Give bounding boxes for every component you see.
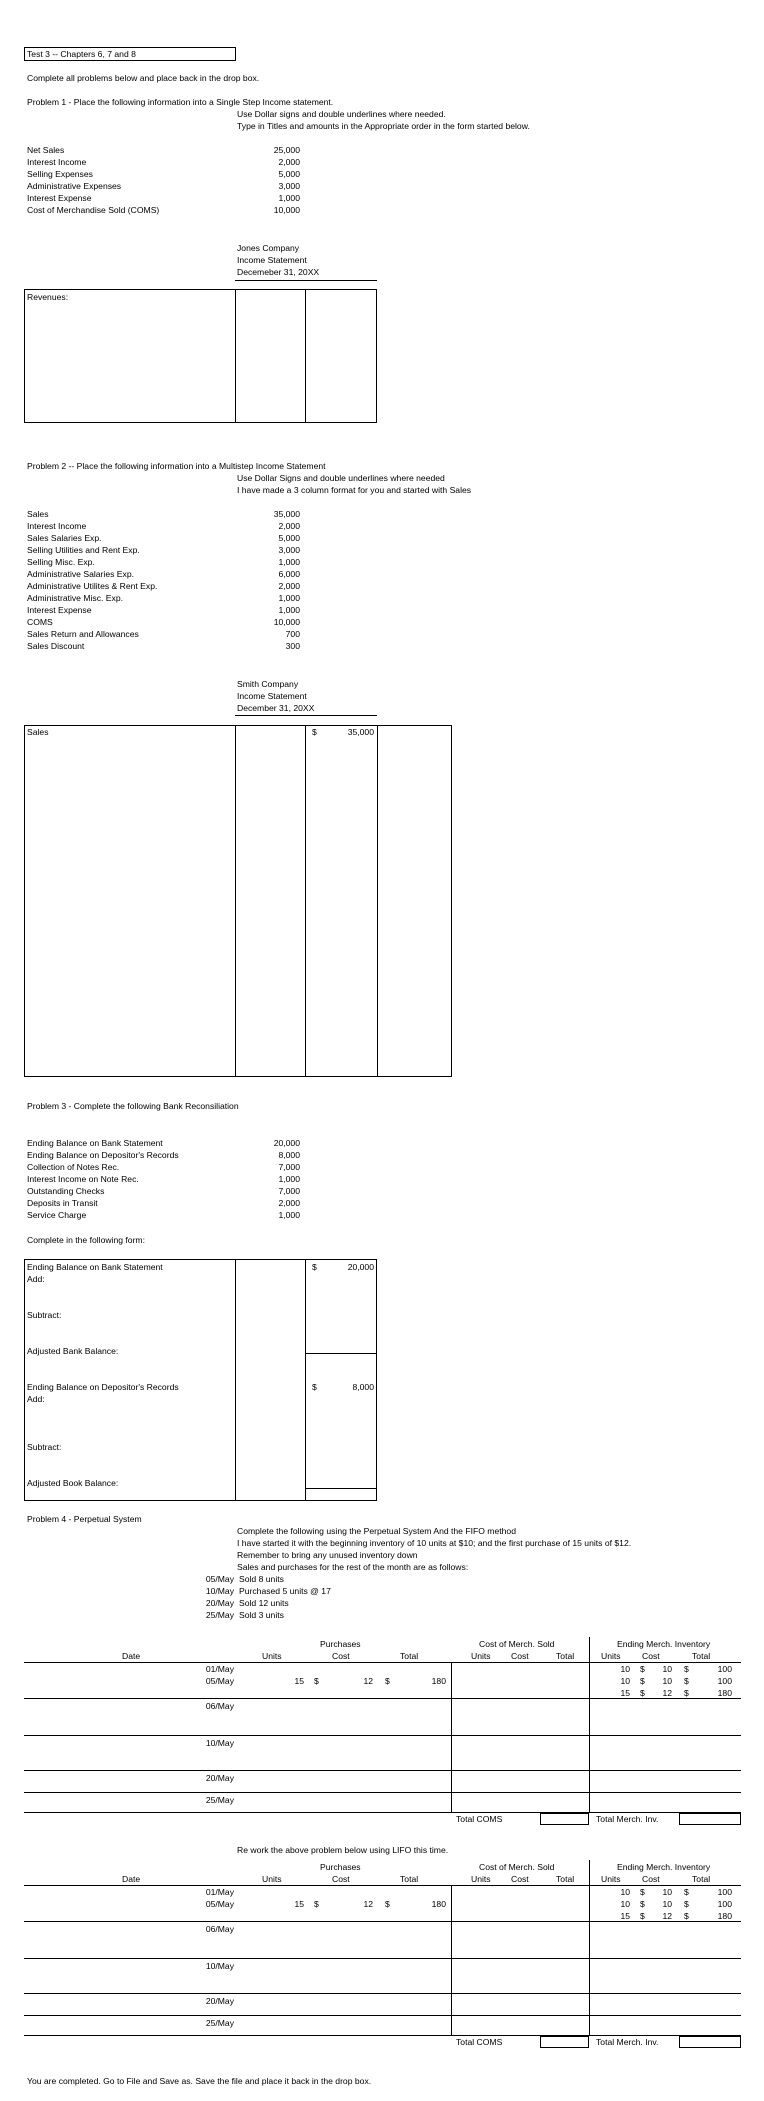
row-date: 10/May (205, 1961, 234, 1971)
data-item-value: 2,000 (278, 521, 300, 531)
purchase-total: 180 (431, 1676, 446, 1686)
data-item-label: Sales (27, 509, 49, 519)
p3-bank-section-end (305, 1353, 377, 1354)
ending-dollar: $ (640, 1899, 645, 1909)
row-date: 20/May (205, 1773, 234, 1783)
data-item-label: Sales Salaries Exp. (27, 533, 102, 543)
ending-dollar: $ (640, 1688, 645, 1698)
row-date: 20/May (205, 1996, 234, 2006)
p2-income-form[interactable] (24, 725, 452, 1077)
total-inventory-input[interactable] (679, 1813, 741, 1825)
row-date: 05/May (205, 1676, 234, 1686)
cost-header: Cost (642, 1651, 660, 1661)
p2-heading: Problem 2 -- Place the following information into a Multistep Income Statement (27, 461, 326, 471)
ending-total: 100 (717, 1899, 732, 1909)
p3-bank-dollar: $ (312, 1262, 317, 1272)
data-item-label: Administrative Misc. Exp. (27, 593, 123, 603)
units-header: Units (471, 1874, 491, 1884)
p3-bank-label: Ending Balance on Bank Statement (27, 1262, 163, 1272)
ending-cost: 10 (662, 1887, 672, 1897)
p4-instr-2: I have started it with the beginning inventory of 10 units at $10; and the first purchase of 15 units of $12. (237, 1538, 632, 1548)
total-coms-input[interactable] (540, 1813, 589, 1825)
data-item-value: 10,000 (273, 617, 300, 627)
data-item-value: 7,000 (278, 1186, 300, 1196)
data-item-label: Interest Income (27, 157, 87, 167)
purchase-cost: 12 (363, 1899, 373, 1909)
lifo-note: Re work the above problem below using LIFO this time. (237, 1845, 449, 1855)
cost-header: Cost (642, 1874, 660, 1884)
cost-header: Cost (332, 1651, 350, 1661)
purchases-header: Purchases (320, 1862, 361, 1872)
p2-instr-1: Use Dollar Signs and double underlines where needed (237, 473, 445, 483)
ending-dollar: $ (684, 1911, 689, 1921)
ending-units: 15 (620, 1688, 630, 1698)
p3-recon-form[interactable] (24, 1259, 377, 1501)
data-item-label: Interest Income on Note Rec. (27, 1174, 139, 1184)
row-date: 25/May (205, 2018, 234, 2028)
data-item-value: 3,000 (278, 545, 300, 555)
data-item-label: Outstanding Checks (27, 1186, 105, 1196)
table-row-rule (24, 1958, 741, 1959)
table-row-rule (24, 1792, 741, 1793)
p2-date: December 31, 20XX (237, 703, 315, 713)
data-item-label: Selling Expenses (27, 169, 93, 179)
ending-column-border (589, 1860, 590, 2035)
p1-heading: Problem 1 - Place the following information into a Single Step Income statement. (27, 97, 334, 107)
units-header: Units (601, 1651, 621, 1661)
p2-form-divider-1 (235, 725, 236, 1077)
ending-total: 100 (717, 1676, 732, 1686)
ending-dollar: $ (684, 1676, 689, 1686)
date-header: Date (122, 1874, 141, 1884)
ending-units: 10 (620, 1664, 630, 1674)
p2-form-divider-2 (305, 725, 306, 1077)
p1-form-label: Revenues: (27, 292, 69, 302)
row-date: 06/May (205, 1924, 234, 1934)
p4-instr-4: Sales and purchases for the rest of the month are as follows: (237, 1562, 469, 1572)
data-item-value: 3,000 (278, 181, 300, 191)
units-header: Units (262, 1651, 282, 1661)
footer-text: You are completed. Go to File and Save as. Save the file and place it back in the drop box. (27, 2076, 372, 2086)
total-header: Total (556, 1874, 575, 1884)
p3-form-intro: Complete in the following form: (27, 1235, 145, 1245)
purchase-dollar: $ (385, 1676, 390, 1686)
event-description: Purchased 5 units @ 17 (239, 1586, 331, 1596)
p2-form-dollar: $ (312, 727, 317, 737)
ending-column-border (589, 1637, 590, 1812)
cost-header: Cost (332, 1874, 350, 1884)
data-item-label: Cost of Merchandise Sold (COMS) (27, 205, 160, 215)
data-item-label: Ending Balance on Bank Statement (27, 1138, 163, 1148)
total-inventory-label: Total Merch. Inv. (596, 2037, 659, 2047)
p3-form-divider-2 (305, 1259, 306, 1501)
ending-dollar: $ (684, 1688, 689, 1698)
data-item-label: Collection of Notes Rec. (27, 1162, 120, 1172)
data-item-value: 5,000 (278, 169, 300, 179)
units-header: Units (601, 1874, 621, 1884)
p1-instr-1: Use Dollar signs and double underlines where needed. (237, 109, 446, 119)
coms-header: Cost of Merch. Sold (479, 1862, 555, 1872)
event-description: Sold 8 units (239, 1574, 284, 1584)
p1-income-form[interactable] (24, 289, 377, 423)
data-item-value: 2,000 (278, 581, 300, 591)
p3-dep-add: Add: (27, 1394, 45, 1404)
purchase-units: 15 (294, 1899, 304, 1909)
purchase-dollar: $ (385, 1899, 390, 1909)
table-row-rule (24, 1812, 741, 1813)
row-date: 25/May (205, 1795, 234, 1805)
purchase-dollar: $ (314, 1676, 319, 1686)
ending-dollar: $ (684, 1664, 689, 1674)
ending-total: 100 (717, 1887, 732, 1897)
total-coms-label: Total COMS (456, 1814, 503, 1824)
data-item-label: Administrative Utilites & Rent Exp. (27, 581, 158, 591)
p4-heading: Problem 4 - Perpetual System (27, 1514, 142, 1524)
p1-header-underline (235, 280, 377, 281)
data-item-value: 2,000 (278, 1198, 300, 1208)
total-inventory-label: Total Merch. Inv. (596, 1814, 659, 1824)
row-date: 01/May (205, 1887, 234, 1897)
p3-bank-add: Add: (27, 1274, 45, 1284)
data-item-label: Sales Discount (27, 641, 85, 651)
total-inventory-input[interactable] (679, 2036, 741, 2048)
data-item-value: 25,000 (273, 145, 300, 155)
coms-header: Cost of Merch. Sold (479, 1639, 555, 1649)
p3-dep-subtract: Subtract: (27, 1442, 62, 1452)
ending-units: 10 (620, 1676, 630, 1686)
data-item-value: 20,000 (273, 1138, 300, 1148)
p4-instr-1: Complete the following using the Perpetual System And the FIFO method (237, 1526, 516, 1536)
event-date: 20/May (205, 1598, 234, 1608)
ending-units: 10 (620, 1899, 630, 1909)
total-header: Total (692, 1874, 711, 1884)
total-header: Total (400, 1874, 419, 1884)
p3-adjusted-bank: Adjusted Bank Balance: (27, 1346, 119, 1356)
data-item-label: Net Sales (27, 145, 65, 155)
table-row-rule (24, 2035, 741, 2036)
date-header: Date (122, 1651, 141, 1661)
data-item-label: Deposits in Transit (27, 1198, 98, 1208)
data-item-label: Selling Misc. Exp. (27, 557, 95, 567)
table-row-rule (24, 1735, 741, 1736)
p3-book-total-line (305, 1488, 377, 1489)
p3-dep-dollar: $ (312, 1382, 317, 1392)
p3-heading: Problem 3 - Complete the following Bank Reconsiliation (27, 1101, 239, 1111)
event-date: 25/May (205, 1610, 234, 1620)
ending-total: 100 (717, 1664, 732, 1674)
data-item-label: Administrative Expenses (27, 181, 122, 191)
table-row-rule (24, 1698, 741, 1699)
table-header-rule (24, 1885, 741, 1886)
table-row-rule (24, 2015, 741, 2016)
ending-dollar: $ (640, 1664, 645, 1674)
purchase-total: 180 (431, 1899, 446, 1909)
p3-form-divider-1 (235, 1259, 236, 1501)
data-item-label: Selling Utilities and Rent Exp. (27, 545, 140, 555)
ending-cost: 10 (662, 1899, 672, 1909)
table-row-rule (24, 1993, 741, 1994)
ending-cost: 12 (662, 1688, 672, 1698)
data-item-value: 700 (285, 629, 300, 639)
p2-company: Smith Company (237, 679, 299, 689)
data-item-value: 10,000 (273, 205, 300, 215)
purchase-units: 15 (294, 1676, 304, 1686)
coms-column-border (451, 1662, 452, 1812)
data-item-value: 1,000 (278, 557, 300, 567)
p2-statement: Income Statement (237, 691, 307, 701)
purchase-dollar: $ (314, 1899, 319, 1909)
total-coms-input[interactable] (540, 2036, 589, 2048)
data-item-label: Administrative Salaries Exp. (27, 569, 134, 579)
units-header: Units (262, 1874, 282, 1884)
ending-total: 180 (717, 1911, 732, 1921)
row-date: 01/May (205, 1664, 234, 1674)
p1-date: Decemeber 31, 20XX (237, 267, 320, 277)
event-date: 10/May (205, 1586, 234, 1596)
purchase-cost: 12 (363, 1676, 373, 1686)
data-item-value: 1,000 (278, 1174, 300, 1184)
intro-text: Complete all problems below and place back in the drop box. (27, 73, 260, 83)
p3-dep-amount: 8,000 (352, 1382, 374, 1392)
row-date: 10/May (205, 1738, 234, 1748)
ending-dollar: $ (640, 1676, 645, 1686)
ending-cost: 10 (662, 1664, 672, 1674)
data-item-value: 1,000 (278, 193, 300, 203)
data-item-value: 300 (285, 641, 300, 651)
data-item-value: 35,000 (273, 509, 300, 519)
data-item-value: 8,000 (278, 1150, 300, 1160)
row-date: 05/May (205, 1899, 234, 1909)
purchases-header: Purchases (320, 1639, 361, 1649)
test-title: Test 3 -- Chapters 6, 7 and 8 (27, 49, 136, 59)
event-description: Sold 3 units (239, 1610, 284, 1620)
p1-form-divider-2 (305, 289, 306, 423)
table-row-rule (24, 1921, 741, 1922)
event-date: 05/May (205, 1574, 234, 1584)
p1-form-divider-1 (235, 289, 236, 423)
p3-bank-amount: 20,000 (347, 1262, 374, 1272)
table-header-rule (24, 1662, 741, 1663)
data-item-value: 5,000 (278, 533, 300, 543)
coms-column-border (451, 1885, 452, 2035)
ending-total: 180 (717, 1688, 732, 1698)
event-description: Sold 12 units (239, 1598, 289, 1608)
p1-company: Jones Company (237, 243, 300, 253)
total-header: Total (556, 1651, 575, 1661)
cost-header: Cost (511, 1874, 529, 1884)
cost-header: Cost (511, 1651, 529, 1661)
p4-instr-3: Remember to bring any unused inventory down (237, 1550, 418, 1560)
row-date: 06/May (205, 1701, 234, 1711)
data-item-label: Service Charge (27, 1210, 87, 1220)
data-item-value: 1,000 (278, 593, 300, 603)
p2-instr-2: I have made a 3 column format for you and started with Sales (237, 485, 472, 495)
data-item-label: Sales Return and Allowances (27, 629, 139, 639)
ending-dollar: $ (640, 1911, 645, 1921)
units-header: Units (471, 1651, 491, 1661)
ending-cost: 10 (662, 1676, 672, 1686)
ending-units: 15 (620, 1911, 630, 1921)
data-item-label: Interest Income (27, 521, 87, 531)
p3-adjusted-book: Adjusted Book Balance: (27, 1478, 119, 1488)
ending-units: 10 (620, 1887, 630, 1897)
data-item-label: Ending Balance on Depositor's Records (27, 1150, 179, 1160)
ending-dollar: $ (684, 1887, 689, 1897)
p2-form-amount: 35,000 (347, 727, 374, 737)
ending-inventory-header: Ending Merch. Inventory (617, 1862, 711, 1872)
data-item-value: 1,000 (278, 1210, 300, 1220)
total-header: Total (400, 1651, 419, 1661)
p2-form-divider-3 (377, 725, 378, 1077)
data-item-value: 1,000 (278, 605, 300, 615)
ending-dollar: $ (640, 1887, 645, 1897)
total-header: Total (692, 1651, 711, 1661)
total-coms-label: Total COMS (456, 2037, 503, 2047)
ending-cost: 12 (662, 1911, 672, 1921)
p2-form-label: Sales (27, 727, 49, 737)
p3-bank-subtract: Subtract: (27, 1310, 62, 1320)
data-item-value: 6,000 (278, 569, 300, 579)
data-item-label: Interest Expense (27, 193, 92, 203)
p2-header-underline (235, 715, 377, 716)
data-item-label: Interest Expense (27, 605, 92, 615)
data-item-value: 7,000 (278, 1162, 300, 1172)
ending-dollar: $ (684, 1899, 689, 1909)
p1-instr-2: Type in Titles and amounts in the Appropriate order in the form started below. (237, 121, 530, 131)
data-item-label: COMS (27, 617, 53, 627)
table-row-rule (24, 1770, 741, 1771)
ending-inventory-header: Ending Merch. Inventory (617, 1639, 711, 1649)
p1-statement: Income Statement (237, 255, 307, 265)
p3-dep-label: Ending Balance on Depositor's Records (27, 1382, 179, 1392)
data-item-value: 2,000 (278, 157, 300, 167)
